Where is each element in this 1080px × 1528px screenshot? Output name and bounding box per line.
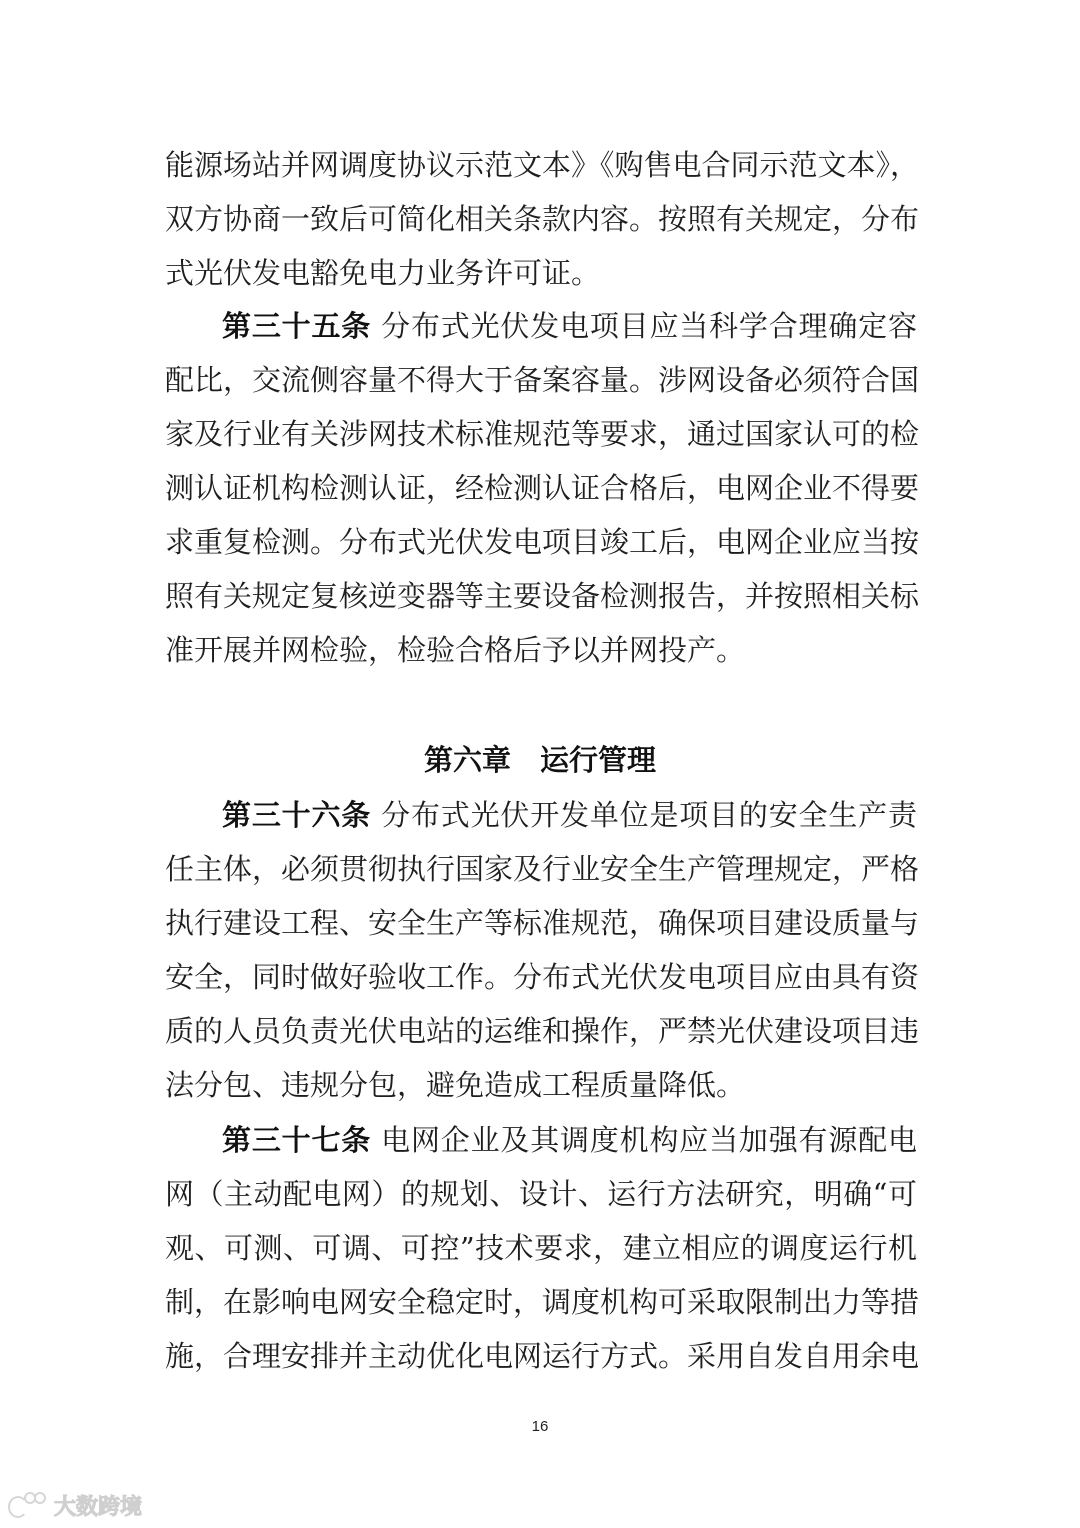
text-line: 施，合理安排并主动优化电网运行方式。采用自发自用余电 <box>165 1339 920 1373</box>
text-line: 质的人员负责光伏电站的运维和操作，严禁光伏建设项目违 <box>165 1014 920 1048</box>
text-line: 配比，交流侧容量不得大于备案容量。涉网设备必须符合国 <box>165 363 920 397</box>
text-line: 法分包、违规分包，避免造成工程质量降低。 <box>165 1068 746 1102</box>
article-35-label: 第三十五条 <box>222 309 372 343</box>
watermark <box>8 1490 142 1521</box>
text-line: 能源场站并网调度协议示范文本》《购售电合同示范文本》， <box>165 148 920 182</box>
article-36-first-line <box>222 795 917 835</box>
text-line: 求重复检测。分布式光伏发电项目竣工后，电网企业应当按 <box>165 525 920 559</box>
text-line: 观、可测、可调、可控”技术要求，建立相应的调度运行机 <box>165 1231 917 1265</box>
text-line: 网（主动配电网）的规划、设计、运行方法研究，明确“可 <box>165 1177 917 1211</box>
article-37-text: 电网企业及其调度机构应当加强有源配电 <box>381 1123 917 1157</box>
article-35-text: 分布式光伏发电项目应当科学合理确定容 <box>381 309 917 343</box>
text-line: 家及行业有关涉网技术标准规范等要求，通过国家认可的检 <box>165 417 920 451</box>
article-36-label: 第三十六条 <box>222 798 372 832</box>
text-line: 照有关规定复核逆变器等主要设备检测报告，并按照相关标 <box>165 579 920 613</box>
page-number: 16 <box>531 1418 549 1435</box>
article-37-first-line <box>222 1120 917 1160</box>
watermark-text: 大数跨境 <box>54 1495 143 1520</box>
text-line: 制，在影响电网安全稳定时，调度机构可采取限制出力等措 <box>165 1285 920 1319</box>
article-37-label: 第三十七条 <box>222 1123 372 1157</box>
text-line: 双方协商一致后可简化相关条款内容。按照有关规定，分布 <box>165 202 920 236</box>
article-35-first-line <box>222 306 917 346</box>
brand-logo-icon <box>8 1492 48 1520</box>
text-line: 测认证机构检测认证，经检测认证合格后，电网企业不得要 <box>165 471 920 505</box>
text-line: 安全，同时做好验收工作。分布式光伏发电项目应由具有资 <box>165 960 920 994</box>
text-line: 执行建设工程、安全生产等标准规范，确保项目建设质量与 <box>165 906 920 940</box>
chapter-heading: 第六章 运行管理 <box>423 743 656 777</box>
text-line: 任主体，必须贯彻执行国家及行业安全生产管理规定，严格 <box>165 852 920 886</box>
text-line: 式光伏发电豁免电力业务许可证。 <box>165 256 601 290</box>
article-36-text: 分布式光伏开发单位是项目的安全生产责 <box>381 798 917 832</box>
text-line: 准开展并网检验，检验合格后予以并网投产。 <box>165 633 746 667</box>
